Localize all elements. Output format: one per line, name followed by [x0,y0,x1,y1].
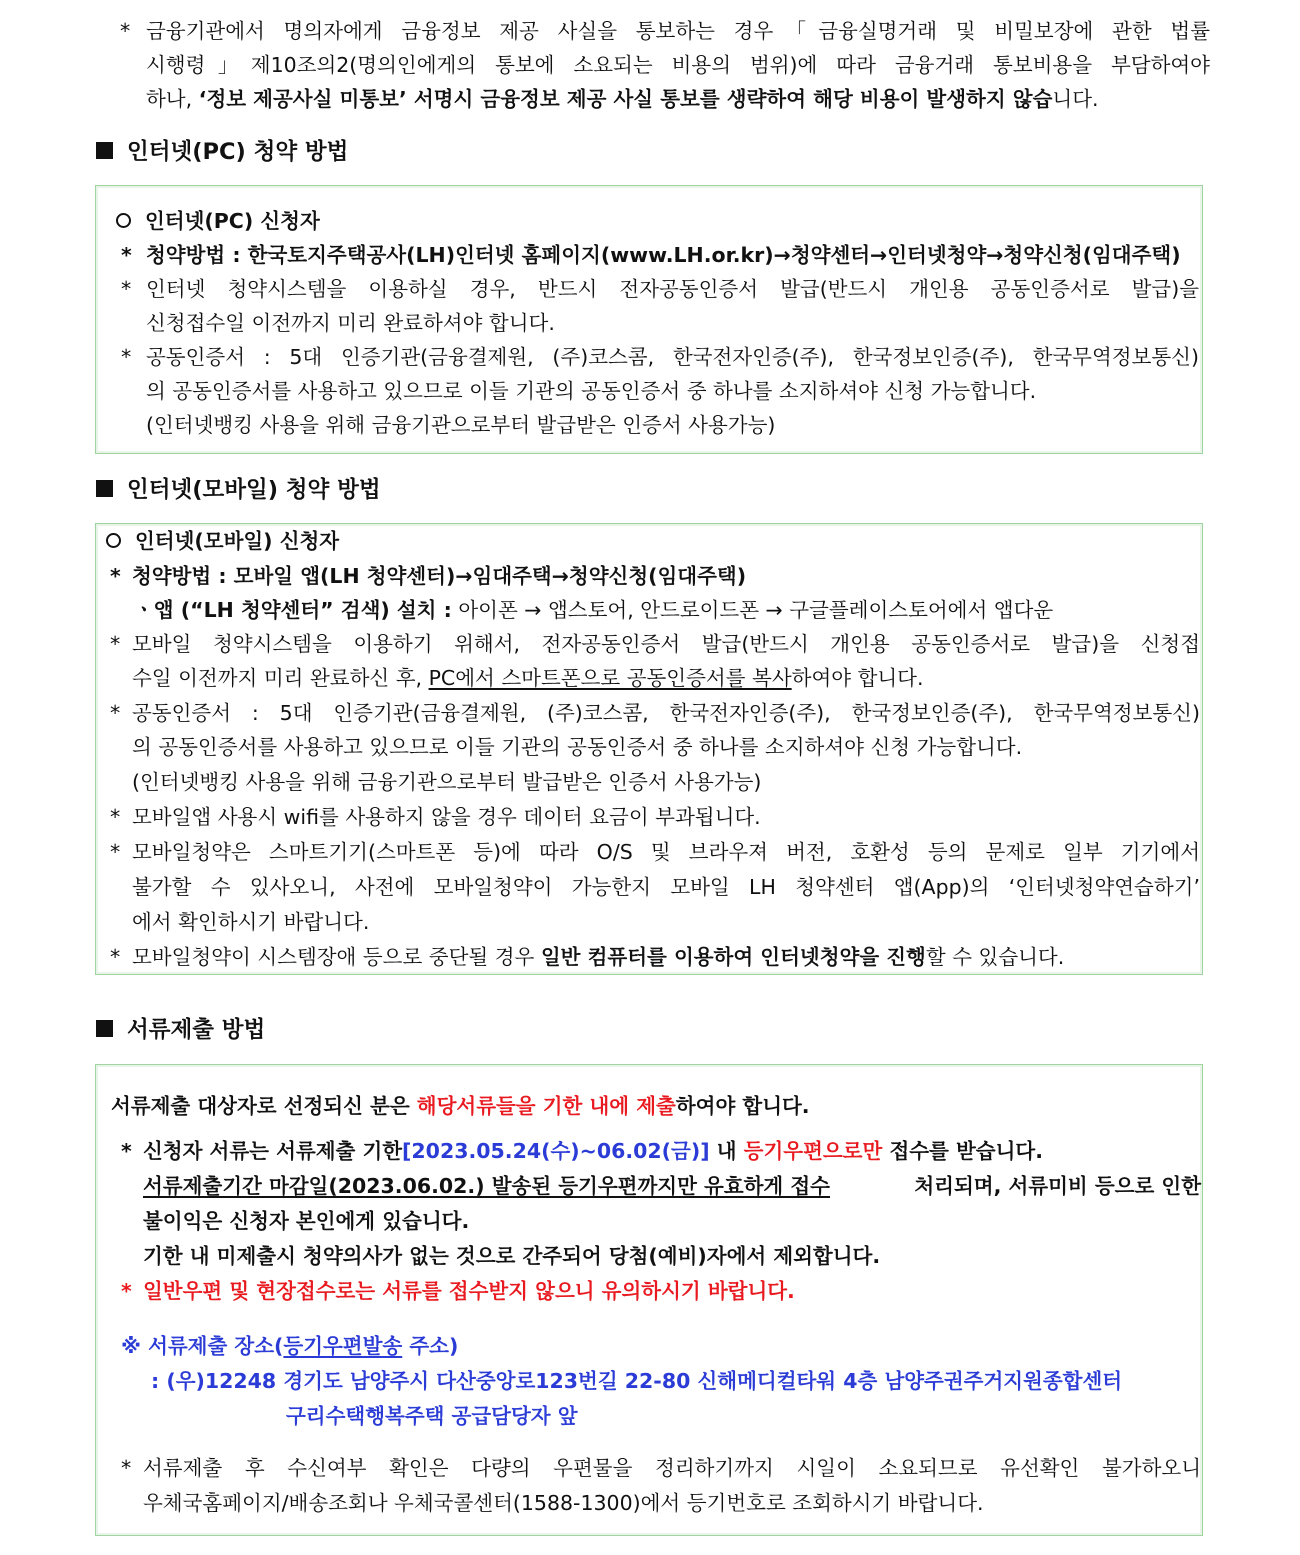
docs-info-box [95,1064,1203,1536]
mobile-agency-line-3: (인터넷뱅킹 사용을 위해 금융기관으로부터 발급받은 인증서 사용가능) [132,770,762,794]
docs-place-title: ※ 서류제출 장소(등기우편발송 주소) [121,1334,459,1358]
circle-bullet-icon [116,213,131,228]
docs-deadline: * 신청자 서류는 서류제출 기한[2023.05.24(수)~06.02(금)] 내 등기우편으로만 접수를 받습니다. [121,1139,1043,1163]
square-bullet-icon [96,1020,113,1037]
mobile-sub-title: 인터넷(모바일) 신청자 [106,524,339,558]
mobile-cert-line-2: 수일 이전까지 미리 완료하신 후, PC에서 스마트폰으로 공동인증서를 복사하여야 합니다. [132,666,924,690]
square-bullet-icon [96,480,113,497]
mobile-wifi-note: * 모바일앱 사용시 wifi를 사용하지 않을 경우 데이터 요금이 부과됩니다. [110,805,761,829]
docs-warning: * 일반우편 및 현장접수로는 서류를 접수받지 않으니 유의하시기 바랍니다. [121,1279,795,1303]
docs-valid-line-2: 불이익은 신청자 본인에게 있습니다. [143,1209,470,1233]
intro-line-1: * 금융기관에서 명의자에게 금융정보 제공 사실을 통보하는 경우「금융실명거래 및 비밀보장에 관한 법률 [120,19,1210,43]
docs-exclude: 기한 내 미제출시 청약의사가 없는 것으로 간주되어 당첨(예비)자에서 제외합니다. [143,1244,881,1268]
mobile-section-heading: 인터넷(모바일) 청약 방법 [96,470,381,510]
intro-line-2: 시행령」제10조의2(명의인에게의 통보에 소요되는 비용의 범위)에 따라 금융거래 통보비용을 부담하여야 [146,53,1210,77]
circle-bullet-icon [106,533,121,548]
pc-info-box [95,185,1203,454]
pc-section-heading: 인터넷(PC) 청약 방법 [96,132,348,172]
mobile-agency-line-1: * 공동인증서 : 5대 인증기관(금융결제원, (주)코스콤, 한국전자인증(주), 한국정보인증(주), 한국무역정보통신) [110,701,1200,725]
docs-lead: 서류제출 대상자로 선정되신 분은 해당서류들을 기한 내에 제출하여야 합니다. [111,1094,810,1118]
mobile-method: * 청약방법 : 모바일 앱(LH 청약센터)→임대주택→청약신청(임대주택) [110,564,747,588]
mobile-outage-note: * 모바일청약이 시스템장애 등으로 중단될 경우 일반 컴퓨터를 이용하여 인터넷청약을 진행할 수 있습니다. [110,945,1065,969]
intro-notice [120,14,1210,116]
pc-cert-line-1: * 인터넷 청약시스템을 이용하실 경우, 반드시 전자공동인증서 발급(반드시 개인용 공동인증서로 발급)을 [121,277,1199,301]
docs-address-line-1: : (우)12248 경기도 남양주시 다산중앙로123번길 22-80 신해메디컬타워 4층 남양주권주거지원종합센터 [151,1369,1123,1393]
pc-agency-line-1: * 공동인증서 : 5대 인증기관(금융결제원, (주)코스콤, 한국전자인증(주), 한국정보인증(주), 한국무역정보통신) [121,345,1199,369]
mobile-app-install: ㆍ앱 (“LH 청약센터” 검색) 설치 : 아이폰 → 앱스토어, 안드로이드폰 → 구글플레이스토어에서 앱다운 [134,598,1054,622]
pc-agency-line-2: 의 공동인증서를 사용하고 있으므로 이들 기관의 공동인증서 중 하나를 소지하셔야 신청 가능합니다. [146,379,1037,403]
docs-confirm-line-1: * 서류제출 후 수신여부 확인은 다량의 우편물을 정리하기까지 시일이 소요되므로 유선확인 불가하오니 [121,1456,1201,1480]
pc-cert-line-2: 신청접수일 이전까지 미리 완료하셔야 합니다. [146,311,555,335]
intro-line-3: 하나, ‘정보 제공사실 미통보’ 서명시 금융정보 제공 사실 통보를 생략하여 해당 비용이 발생하지 않습니다. [146,87,1099,111]
mobile-info-box [95,523,1203,975]
pc-method: * 청약방법 : 한국토지주택공사(LH)인터넷 홈페이지(www.LH.or.kr)→청약센터→인터넷청약→청약신청(임대주택) [121,243,1181,267]
pc-sub-title: 인터넷(PC) 신청자 [116,204,320,238]
docs-confirm-line-2: 우체국홈페이지/배송조회나 우체국콜센터(1588-1300)에서 등기번호로 조회하시기 바랍니다. [143,1491,984,1515]
square-bullet-icon [96,142,113,159]
docs-valid-line-1: 서류제출기간 마감일(2023.06.02.) 발송된 등기우편까지만 유효하게 접수 처리되며, 서류미비 등으로 인한 [143,1174,1201,1198]
mobile-compat-line-2: 불가할 수 있사오니, 사전에 모바일청약이 가능한지 모바일 LH 청약센터 앱(App)의 ‘인터넷청약연습하기’ [132,875,1200,899]
docs-address-line-2: 구리수택행복주택 공급담당자 앞 [286,1404,578,1428]
mobile-compat-line-3: 에서 확인하시기 바랍니다. [132,910,370,934]
mobile-cert-line-1: * 모바일 청약시스템을 이용하기 위해서, 전자공동인증서 발급(반드시 개인용 공동인증서로 발급)을 신청접 [110,632,1200,656]
pc-agency-line-3: (인터넷뱅킹 사용을 위해 금융기관으로부터 발급받은 인증서 사용가능) [146,413,776,437]
docs-section-heading: 서류제출 방법 [96,1010,265,1050]
mobile-agency-line-2: 의 공동인증서를 사용하고 있으므로 이들 기관의 공동인증서 중 하나를 소지하셔야 신청 가능합니다. [132,735,1023,759]
mobile-compat-line-1: * 모바일청약은 스마트기기(스마트폰 등)에 따라 O/S 및 브라우져 버전, 호환성 등의 문제로 일부 기기에서 [110,840,1200,864]
